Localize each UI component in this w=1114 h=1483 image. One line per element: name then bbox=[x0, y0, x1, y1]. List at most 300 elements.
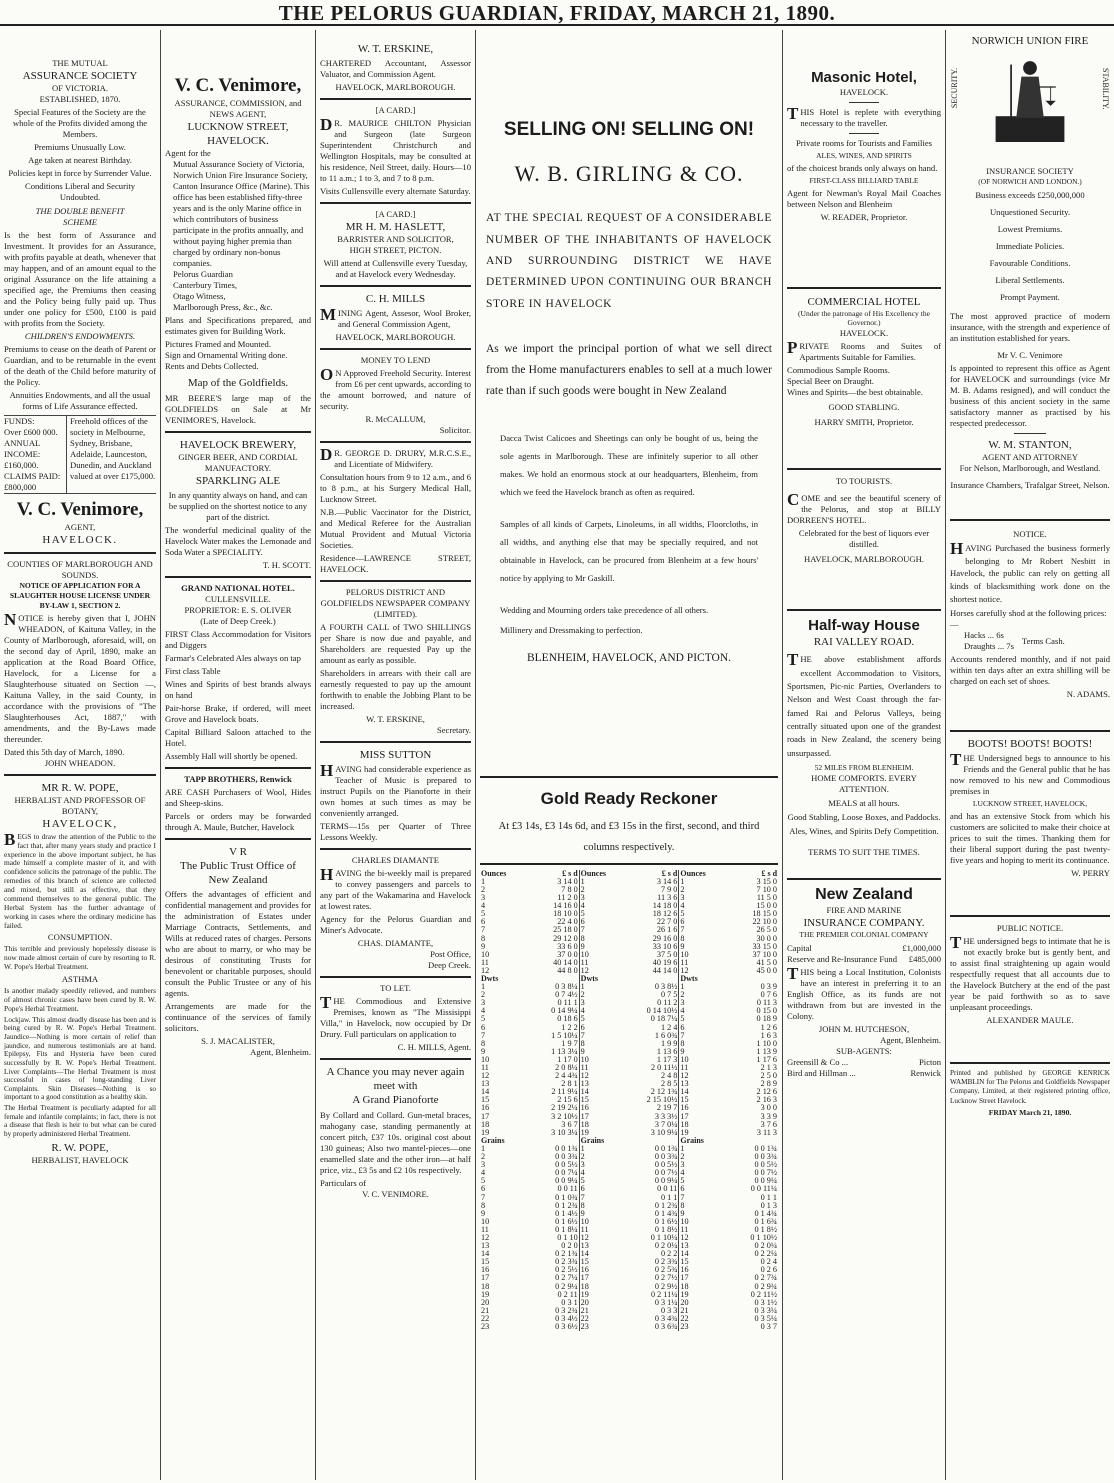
commercial-hotel-ad bbox=[787, 295, 941, 429]
ad-text: THIS being a Local Institution, Colonists have an interest in preferring it to an English Office, as its funds are not withdrawn from but are invested in the Colony. bbox=[787, 963, 941, 1021]
value-cell: 0 3 5¼ bbox=[754, 1313, 778, 1323]
ad-title: TAPP BROTHERS, Renwick bbox=[184, 773, 292, 784]
ad-text: MR BEERE'S large map of the GOLDFIELDS on Sale at Mr VENIMORE'S, Havelock. bbox=[165, 392, 311, 425]
quantity-cell: 2 bbox=[680, 1152, 685, 1162]
ad-signature: Agent, Blenheim. bbox=[880, 1034, 941, 1045]
quantity-cell: 13 bbox=[481, 1241, 490, 1251]
money-header: £ s d bbox=[661, 868, 678, 878]
money-header: £ s d bbox=[562, 868, 578, 878]
quantity-cell: 2 bbox=[580, 990, 585, 1000]
quantity-cell: 2 bbox=[481, 1152, 486, 1162]
money-header: £ s d bbox=[761, 868, 778, 878]
ad-signature: Agent, Blenheim. bbox=[250, 1046, 311, 1057]
ad-subtitle: NEWS AGENT, bbox=[209, 109, 267, 120]
quantity-cell: 8 bbox=[481, 1038, 486, 1048]
ad-text: A FOURTH CALL of TWO SHILLINGS per Share is now due and payable, and Shareholders are requested Pay up the amount as early as possible. bbox=[320, 622, 471, 666]
quantity-cell: 16 bbox=[580, 1265, 589, 1275]
quantity-cell: 19 bbox=[481, 1289, 490, 1299]
quantity-cell: 3 bbox=[680, 893, 685, 903]
ad-heading: TERMS TO SUIT THE TIMES. bbox=[808, 846, 920, 857]
value-cell: 0 3 1¼ bbox=[654, 1297, 678, 1307]
ad-text: Immediate Policies. bbox=[995, 240, 1065, 251]
erskine-ad bbox=[320, 42, 471, 93]
quantity-cell: 17 bbox=[580, 1111, 589, 1121]
value-cell: 0 3 4½ bbox=[555, 1313, 578, 1323]
divider bbox=[950, 915, 1110, 917]
ad-text: Agency for the Pelorus Guardian and Miner's Advocate. bbox=[320, 914, 471, 936]
nz-insurance-ad bbox=[787, 885, 941, 1079]
ad-subtitle: AGENT AND ATTORNEY bbox=[981, 451, 1079, 462]
value-cell: 1 17 6 bbox=[756, 1054, 778, 1064]
value-cell: 14 18 0 bbox=[652, 901, 678, 911]
value-cell: 0 2 0 bbox=[561, 1241, 578, 1251]
quantity-cell: 23 bbox=[481, 1322, 490, 1331]
quantity-cell: 1 bbox=[481, 1143, 486, 1153]
ad-text: ON Approved Freehold Security. Interest from £6 per cent upwards, according to the amount borrowed, and nature of security. bbox=[320, 365, 471, 412]
quantity-cell: 3 bbox=[680, 1160, 685, 1170]
divider bbox=[1014, 433, 1046, 434]
slaughterhouse-notice bbox=[4, 559, 156, 768]
ad-text: Commodious Sample Rooms. bbox=[787, 365, 890, 376]
quantity-cell: 5 bbox=[580, 1014, 585, 1024]
value-cell: 0 1 6¾ bbox=[754, 1216, 778, 1226]
ad-text: Dacca Twist Calicoes and Sheetings can only be bought of us, being the sole agents in Marlborough. These are infinitely superior to all other makes. We hold an enormous stock at our headquarters, Blenheim, from which we feed the Havelock branch as often as required. bbox=[500, 432, 758, 497]
quantity-cell: 17 bbox=[680, 1111, 689, 1121]
quantity-cell: 10 bbox=[481, 1054, 490, 1064]
value-cell: 2 8 9 bbox=[760, 1079, 778, 1089]
value-cell: 0 1 4¾ bbox=[654, 1208, 678, 1218]
norwich-emblem-area bbox=[950, 48, 1110, 166]
quantity-cell: 12 bbox=[680, 965, 689, 975]
imprint-text: Printed and published by GEORGE KENRICK WAMBLIN for The Pelorus and Goldfields Newspaper Company, Limited, at their registered printing office, Lucknow Street Havelock. bbox=[950, 1068, 1110, 1105]
value-cell: 0 11 1 bbox=[557, 998, 578, 1008]
quantity-cell: 16 bbox=[680, 1103, 689, 1113]
ad-title: HAVELOCK BREWERY, bbox=[179, 438, 297, 451]
ad-subtitle: HIGH STREET, PICTON. bbox=[349, 245, 442, 256]
ad-text: Shareholders in arrears with their call are earnestly requested to pay up the amount forthwith to enable the Jobbing Plant to be increased. bbox=[320, 668, 471, 712]
notice-signature: JOHN WHEADON. bbox=[44, 757, 116, 768]
ad-signature: Post Office, bbox=[430, 949, 471, 960]
value-cell: 3 3 9 bbox=[760, 1111, 778, 1121]
ad-subtitle: RAI VALLEY ROAD. bbox=[813, 636, 915, 649]
havelock-brewery-ad bbox=[165, 438, 311, 571]
quantity-cell: 2 bbox=[481, 884, 486, 894]
value-cell: 3 10 9¼ bbox=[650, 1127, 678, 1137]
offices-text: Freehold offices of the society in Melbourne, Sydney, Brisbane, Adelaide, Launceston, Dunedin, and Auckland valued at over £175,000. bbox=[70, 416, 156, 482]
value-cell: 33 6 0 bbox=[557, 941, 578, 951]
value-cell: 2 8 1 bbox=[561, 1079, 578, 1089]
ad-text: Liberal Settlements. bbox=[995, 274, 1065, 285]
ad-title: OF VICTORIA. bbox=[51, 83, 109, 94]
value-cell: 0 3 3¼ bbox=[754, 1305, 778, 1315]
sub-agent-name: Bird and Hillman ... bbox=[787, 1067, 856, 1078]
ad-text: Prompt Payment. bbox=[1000, 291, 1060, 302]
value-cell: 2 19 7 bbox=[656, 1103, 678, 1113]
ad-signature: S. J. MACALISTER, bbox=[201, 1035, 275, 1046]
value-cell: 0 0 5½ bbox=[654, 1160, 678, 1170]
quantity-cell: 4 bbox=[580, 1006, 585, 1016]
quantity-cell: 2 bbox=[680, 884, 685, 894]
quantity-cell: 4 bbox=[680, 1168, 685, 1178]
quantity-cell: 10 bbox=[580, 1054, 589, 1064]
divider bbox=[165, 838, 311, 840]
divider bbox=[320, 348, 471, 350]
quantity-cell: 17 bbox=[680, 1273, 689, 1283]
value-cell: 2 0 8¼ bbox=[555, 1063, 578, 1072]
value-cell: 0 18 7¼ bbox=[650, 1014, 678, 1024]
value-cell: 18 15 0 bbox=[752, 909, 778, 919]
value-cell: 7 9 0 bbox=[660, 884, 678, 894]
notice-heading: NOTICE OF APPLICATION FOR A SLAUGHTER HOUSE LICENSE UNDER BY-LAW 1, SECTION 2. bbox=[9, 581, 151, 610]
ad-text: MEALS at all hours. bbox=[828, 797, 900, 808]
quantity-cell: 9 bbox=[580, 1046, 585, 1056]
value-cell: 1 2 4 bbox=[660, 1022, 678, 1032]
value-cell: 0 0 1¾ bbox=[555, 1143, 578, 1153]
ad-heading: CHILDREN'S ENDOWMENTS. bbox=[24, 331, 136, 342]
value-cell: 0 2 4 bbox=[760, 1257, 778, 1267]
quantity-cell: 11 bbox=[680, 1224, 689, 1234]
funds-value: Over £600 000. bbox=[4, 427, 58, 438]
value-cell: 45 0 0 bbox=[756, 965, 778, 975]
divider bbox=[787, 468, 941, 470]
value-cell: 3 10 3¼ bbox=[551, 1127, 578, 1137]
ad-subtitle: THE PREMIER COLONIAL COMPANY bbox=[799, 930, 929, 940]
imprint bbox=[950, 1069, 1110, 1118]
ad-subtitle: (Under the patronage of His Excellency the Governor.) bbox=[798, 308, 930, 328]
ad-signature: ALEXANDER MAULE. bbox=[986, 1014, 1074, 1025]
ad-text: Samples of all kinds of Carpets, Linoleums, in all widths, Floorcloths, in all widths, and anything else that may be specially required, and not obtainable in Havelock, can be procured from Blenheim at a few hours' notice by applying to Mr Gaskill. bbox=[500, 518, 758, 583]
ad-text: Consultation hours from 9 to 12 a.m., and 6 to 8 p.m., at his Surgery Medical Hall, Lucknow Street. bbox=[320, 472, 471, 505]
ad-title: COMMERCIAL HOTEL bbox=[807, 295, 921, 308]
quantity-cell: 5 bbox=[481, 1014, 486, 1024]
quantity-cell: 1 bbox=[580, 1143, 585, 1153]
ad-text: Unquestioned Security. bbox=[989, 206, 1071, 217]
quantity-cell: 8 bbox=[580, 1200, 585, 1210]
value-cell: 3 7 6 bbox=[760, 1119, 778, 1129]
price-list: Hacks ... 6s Draughts ... 7s Terms Cash. bbox=[964, 630, 1065, 652]
quantity-cell: 19 bbox=[580, 1289, 589, 1299]
divider bbox=[787, 609, 941, 611]
value-cell: 26 1 6 bbox=[656, 925, 678, 935]
section-label: Ounces bbox=[481, 868, 507, 878]
reserve-value: £485,000 bbox=[908, 953, 941, 964]
section-label: Grains bbox=[580, 1135, 605, 1145]
value-cell: 0 3 8½ bbox=[654, 982, 678, 992]
ad-text: HAVING Purchased the business formerly belonging to Mr Robert Nesbitt in Havelock, the public can rely on getting all kinds of blacksmithing work done on the shortest notice. bbox=[950, 538, 1110, 605]
ad-heading: GOOD STABLING. bbox=[828, 402, 900, 413]
ad-text: Horses carefully shod at the following prices:— bbox=[950, 608, 1107, 630]
value-cell: 0 2 11½ bbox=[750, 1289, 778, 1299]
ad-subtitle: AGENT, bbox=[64, 522, 96, 533]
agency-item: Otago Witness, bbox=[173, 291, 226, 302]
ad-title: Masonic Hotel, bbox=[811, 69, 917, 86]
quantity-cell: 11 bbox=[680, 957, 689, 967]
ad-text: Parcels or orders may be forwarded through A. Maule, Butcher, Havelock bbox=[165, 810, 311, 832]
ad-text: Annuities Endowments, and all the usual forms of Life Assurance effected. bbox=[9, 390, 151, 412]
value-cell: 0 1 10¼ bbox=[650, 1232, 678, 1242]
value-cell: 0 14 10½ bbox=[646, 1006, 678, 1016]
ad-subtitle: FIRE AND MARINE bbox=[826, 905, 902, 916]
divider bbox=[320, 441, 471, 443]
divider bbox=[787, 287, 941, 289]
ad-text: Premiums to cease on the death of Parent or Guardian, and to be returnable in the event of the death of the Child before maturity of the Policy. bbox=[4, 344, 156, 388]
reserve-label: Reserve and Re-Insurance Fund bbox=[787, 953, 898, 964]
ad-text: HAVING the bi-weekly mail is prepared to convey passengers and parcels to any part of the Wakamarina and Havelock at lowest rates. bbox=[320, 865, 471, 912]
value-cell: 0 0 5½ bbox=[754, 1160, 778, 1170]
reserve-row bbox=[787, 954, 941, 965]
ad-text: CHARTERED Accountant, Assessor Valuator, and Commission Agent. bbox=[320, 58, 471, 80]
quantity-cell: 4 bbox=[580, 1168, 585, 1178]
quantity-cell: 7 bbox=[580, 1192, 585, 1202]
reckoner-tables bbox=[480, 870, 778, 1331]
divider bbox=[480, 776, 778, 778]
reckoner-column bbox=[480, 870, 580, 1331]
quantity-cell: 14 bbox=[580, 1087, 589, 1097]
price-item: Hacks bbox=[964, 630, 986, 641]
reckoner-title: Gold Ready Reckoner bbox=[540, 789, 718, 808]
column-5 bbox=[783, 30, 945, 1480]
quantity-cell: 14 bbox=[580, 1249, 589, 1259]
quantity-cell: 8 bbox=[481, 933, 486, 943]
agency-item: Canterbury Times, bbox=[173, 280, 237, 291]
claims-value: £800,000 bbox=[4, 482, 37, 493]
value-cell: 0 3 6¾ bbox=[654, 1322, 678, 1331]
ad-title: TO LET. bbox=[380, 983, 411, 994]
value-cell: 0 3 7 bbox=[760, 1322, 778, 1331]
value-cell: 0 7 4½ bbox=[555, 990, 578, 1000]
quantity-cell: 15 bbox=[481, 1257, 490, 1267]
value-cell: 40 14 0 bbox=[553, 957, 578, 967]
value-cell: 0 0 11 bbox=[557, 1184, 578, 1194]
value-cell: 0 7 5 bbox=[660, 990, 678, 1000]
ad-subtitle: PROPRIETOR: E. S. OLIVER bbox=[184, 604, 292, 615]
ad-title: New Zealand bbox=[815, 885, 913, 903]
tapp-brothers-ad bbox=[165, 774, 311, 833]
ad-signature: N. ADAMS. bbox=[1066, 689, 1110, 700]
ad-text: AT THE SPECIAL REQUEST OF A CONSIDERABLE NUMBER OF THE INHABITANTS OF HAVELOCK AND SURROUNDING DISTRICT WE HAVE DETERMINED UPON CONTINUING OUR BRANCH STORE IN HAVELOCK bbox=[486, 212, 772, 310]
quantity-cell: 19 bbox=[680, 1127, 689, 1137]
quantity-cell: 6 bbox=[481, 1184, 486, 1194]
value-cell: 37 0 0 bbox=[557, 949, 578, 959]
divider bbox=[320, 580, 471, 582]
quantity-cell: 4 bbox=[680, 1006, 685, 1016]
ad-heading: THE DOUBLE BENEFIT bbox=[35, 206, 125, 217]
quantity-cell: 15 bbox=[680, 1095, 689, 1105]
value-cell: 0 3 4¾ bbox=[654, 1313, 678, 1323]
ad-title: NOTICE. bbox=[1013, 528, 1047, 539]
value-cell: 0 2 0¼ bbox=[754, 1241, 778, 1251]
ad-text: and has an extensive Stock from which his customers are solicited to make their choice at prices to suit the times. Thanking them for their liberal support during the past twenty-five years and hoping to merit its continuance. bbox=[950, 810, 1110, 865]
notice-body: NOTICE is hereby given that I, JOHN WHEADON, of Kaituna Valley, in the County of Marlborough, aforesaid, will, on the second day of April, 1890, make an application at the Road Board Office, Havelock, for a License for a Slaughterhouse situated on Section —, Kaituna Valley, in the said County, in accordance with the provisions of "The Slaughterhouses Act, 1887," with amendments, and the By-Laws made thereunder. bbox=[4, 609, 156, 744]
quantity-cell: 9 bbox=[580, 941, 585, 951]
quantity-cell: 23 bbox=[580, 1322, 589, 1331]
section-label: Grains bbox=[680, 1135, 704, 1145]
section-label: Ounces bbox=[680, 868, 706, 878]
ad-text: FIRST Class Accommodation for Visitors and Diggers bbox=[165, 628, 311, 650]
ad-text: N.B.—Public Vaccinator for the District, and Medical Referee for the Australian Mutual Provident and Mutual Victoria Societies. bbox=[320, 507, 471, 551]
value-cell: 0 18 9 bbox=[756, 1014, 778, 1024]
quantity-cell: 20 bbox=[481, 1297, 490, 1307]
value-cell: 2 19 2¼ bbox=[551, 1103, 578, 1113]
ad-subtitle: (Late of Deep Creek.) bbox=[200, 615, 276, 626]
value-cell: 33 15 0 bbox=[752, 941, 778, 951]
value-cell: 25 18 0 bbox=[553, 925, 578, 935]
sub-agent-place: Picton bbox=[919, 1056, 941, 1067]
value-cell: 41 5 0 bbox=[756, 957, 778, 967]
quantity-cell: 9 bbox=[481, 1046, 486, 1056]
value-cell: 3 6 7 bbox=[561, 1119, 578, 1129]
quantity-cell: 12 bbox=[580, 965, 589, 975]
funds-label: FUNDS: bbox=[4, 416, 35, 427]
ad-text: Wines and Spirits of best brands always on hand bbox=[165, 678, 311, 700]
value-cell: 0 2 2¼ bbox=[754, 1249, 778, 1259]
quantity-cell: 19 bbox=[580, 1127, 589, 1137]
ad-text: BEGS to draw the attention of the Public to the fact that, after many years study and practice I experience in the above important subject, he has made himself a complete master of it, and with confidence solicits the patronage of the public. The remedies of this branch of science are collected and mixed, but still as effective, that they commend themselves to the general public. The Herbal System has the further advantage of working in cases where the ordinary medicine has failed. bbox=[4, 829, 156, 930]
ad-heading: V R bbox=[229, 845, 247, 858]
value-cell: 0 0 3¾ bbox=[555, 1152, 578, 1162]
ad-text: Farmar's Celebrated Ales always on tap bbox=[165, 652, 301, 663]
chilton-card bbox=[320, 105, 471, 197]
card-label: [A CARD.] bbox=[375, 209, 416, 220]
quantity-cell: 14 bbox=[481, 1087, 490, 1097]
quantity-cell: 18 bbox=[680, 1281, 689, 1291]
quantity-cell: 16 bbox=[580, 1103, 589, 1113]
ad-subtitle: INSURANCE COMPANY. bbox=[803, 917, 925, 930]
value-cell: 33 10 6 bbox=[652, 941, 678, 951]
value-cell: 3 3 3½ bbox=[654, 1111, 678, 1121]
mutual-assurance-ad bbox=[4, 58, 156, 494]
divider bbox=[480, 863, 778, 865]
column-3 bbox=[316, 30, 475, 1480]
value-cell: 0 0 7½ bbox=[654, 1168, 678, 1178]
ad-title: ASSURANCE SOCIETY bbox=[22, 70, 138, 82]
value-cell: 2 5 0 bbox=[760, 1071, 778, 1081]
quantity-cell: 7 bbox=[481, 1030, 486, 1040]
value-cell: 0 0 11 bbox=[657, 1184, 678, 1194]
ad-signature: W. PERRY bbox=[1071, 867, 1110, 878]
divider bbox=[320, 202, 471, 204]
ad-text: ARE CASH Purchasers of Wool, Hides and Sheep-skins. bbox=[165, 786, 311, 808]
value-cell: 0 1 6½ bbox=[654, 1216, 678, 1226]
maule-public-notice bbox=[950, 923, 1110, 1026]
divider bbox=[320, 741, 471, 743]
notice-heading: PELORUS DISTRICT AND GOLDFIELDS NEWSPAPER COMPANY (LIMITED). bbox=[320, 587, 471, 620]
adams-notice bbox=[950, 529, 1110, 700]
divider bbox=[950, 730, 1110, 732]
ad-text: Good Stabling, Loose Boxes, and Paddocks. bbox=[787, 811, 941, 822]
value-cell: 1 9 7 bbox=[561, 1038, 578, 1048]
ad-heading: SUB-AGENTS: bbox=[836, 1045, 892, 1056]
ad-text: The wonderful medicinal quality of the Havelock Water makes the Lemonade and Soda Water a SPECIALITY. bbox=[165, 524, 311, 557]
masonic-hotel-ad bbox=[787, 68, 941, 223]
diamante-ad bbox=[320, 855, 471, 971]
ad-text: Age taken at nearest Birthday. bbox=[28, 155, 132, 166]
quantity-cell: 20 bbox=[680, 1297, 689, 1307]
ad-signature: V. C. VENIMORE. bbox=[362, 1188, 429, 1199]
quantity-cell: 5 bbox=[680, 1014, 685, 1024]
quantity-cell: 22 bbox=[481, 1313, 490, 1323]
quantity-cell: 11 bbox=[680, 1063, 689, 1072]
quantity-cell: 1 bbox=[580, 982, 585, 992]
divider bbox=[849, 133, 880, 134]
ad-text: DR. GEORGE D. DRURY, M.R.C.S.E., and Licentiate of Midwifery. bbox=[320, 445, 471, 470]
quantity-cell: 18 bbox=[680, 1119, 689, 1129]
reckoner-row bbox=[580, 1323, 679, 1331]
ad-text: Millinery and Dressmaking to perfection. bbox=[500, 625, 643, 636]
divider bbox=[320, 98, 471, 100]
divider bbox=[4, 774, 156, 776]
quantity-cell: 7 bbox=[680, 925, 685, 935]
ad-subtitle: ASSURANCE, COMMISSION, and bbox=[174, 98, 302, 109]
quantity-cell: 14 bbox=[680, 1249, 689, 1259]
mills-ad bbox=[320, 292, 471, 343]
quantity-cell: 12 bbox=[680, 1071, 689, 1081]
value-cell: 0 0 1¾ bbox=[754, 1143, 778, 1153]
quantity-cell: 21 bbox=[481, 1305, 490, 1315]
capital-value: £1,000,000 bbox=[902, 942, 941, 953]
quantity-cell: 4 bbox=[481, 1006, 486, 1016]
value-cell: 3 11 3 bbox=[756, 1127, 778, 1137]
value-cell: 2 1 3 bbox=[760, 1063, 778, 1072]
money-to-lend-ad bbox=[320, 355, 471, 436]
value-cell: 0 2 11 bbox=[557, 1289, 578, 1299]
quantity-cell: 23 bbox=[680, 1322, 689, 1331]
value-cell: 3 0 0 bbox=[760, 1103, 778, 1113]
value-cell: 1 17 0 bbox=[557, 1054, 578, 1064]
quantity-cell: 12 bbox=[481, 965, 490, 975]
divider bbox=[165, 576, 311, 578]
quantity-cell: 12 bbox=[680, 1232, 689, 1242]
value-cell: 3 15 0 bbox=[756, 876, 778, 886]
value-cell: 0 3 9 bbox=[760, 982, 778, 992]
value-cell: 1 10 0 bbox=[756, 1038, 778, 1048]
value-cell: 0 0 3¾ bbox=[654, 1152, 678, 1162]
value-cell: 1 2 2 bbox=[561, 1022, 578, 1032]
ad-text: For Nelson, Marlborough, and Westland. bbox=[959, 462, 1101, 473]
notice-heading: COUNTIES OF MARLBOROUGH AND SOUNDS. bbox=[7, 559, 153, 581]
to-tourists-ad bbox=[787, 476, 941, 565]
ad-signature: JOHN M. HUTCHESON, bbox=[818, 1023, 910, 1034]
ad-subtitle: INSURANCE SOCIETY bbox=[986, 166, 1074, 177]
value-cell: 3 2 10½ bbox=[551, 1111, 578, 1121]
value-cell: 22 7 0 bbox=[656, 917, 678, 927]
quantity-cell: 9 bbox=[680, 1208, 685, 1218]
quantity-cell: 11 bbox=[580, 1063, 589, 1072]
quantity-cell: 5 bbox=[680, 909, 685, 919]
value-cell: 0 0 5½ bbox=[555, 1160, 578, 1170]
ad-subtitle: HAVELOCK. bbox=[207, 135, 269, 148]
value-cell: 44 8 0 bbox=[557, 965, 578, 975]
capital-row bbox=[787, 943, 941, 954]
ad-text: Ales, Wines, and Spirits Defy Competition. bbox=[789, 825, 939, 836]
income-label: ANNUAL INCOME: bbox=[4, 438, 41, 460]
ad-text: DR. MAURICE CHILTON Physician and Surgeon (late Surgeon Superintendent Christchurch and Wellington Hospitals, may be consulted at his residence, Neil Street, daily. Hours—10 to 11 a.m.; 1 to 3, and 7 to 8 p.m. bbox=[320, 115, 471, 184]
quantity-cell: 13 bbox=[580, 1241, 589, 1251]
value-cell: 2 16 3 bbox=[756, 1095, 778, 1105]
divider bbox=[165, 431, 311, 433]
value-cell: 0 18 6 bbox=[557, 1014, 578, 1024]
ad-text: First class Table bbox=[165, 665, 221, 676]
ad-heading: ALES, WINES, AND SPIRITS bbox=[816, 151, 912, 161]
divider bbox=[950, 1062, 1110, 1064]
quantity-cell: 10 bbox=[680, 1054, 689, 1064]
quantity-cell: 6 bbox=[580, 1022, 585, 1032]
quantity-cell: 3 bbox=[481, 998, 486, 1008]
divider bbox=[4, 552, 156, 554]
ad-headline: SELLING ON! SELLING ON! bbox=[503, 119, 755, 140]
ad-heading: FIRST-CLASS BILLIARD TABLE bbox=[809, 175, 919, 185]
ad-subtitle: MANUFACTORY. bbox=[204, 462, 272, 473]
